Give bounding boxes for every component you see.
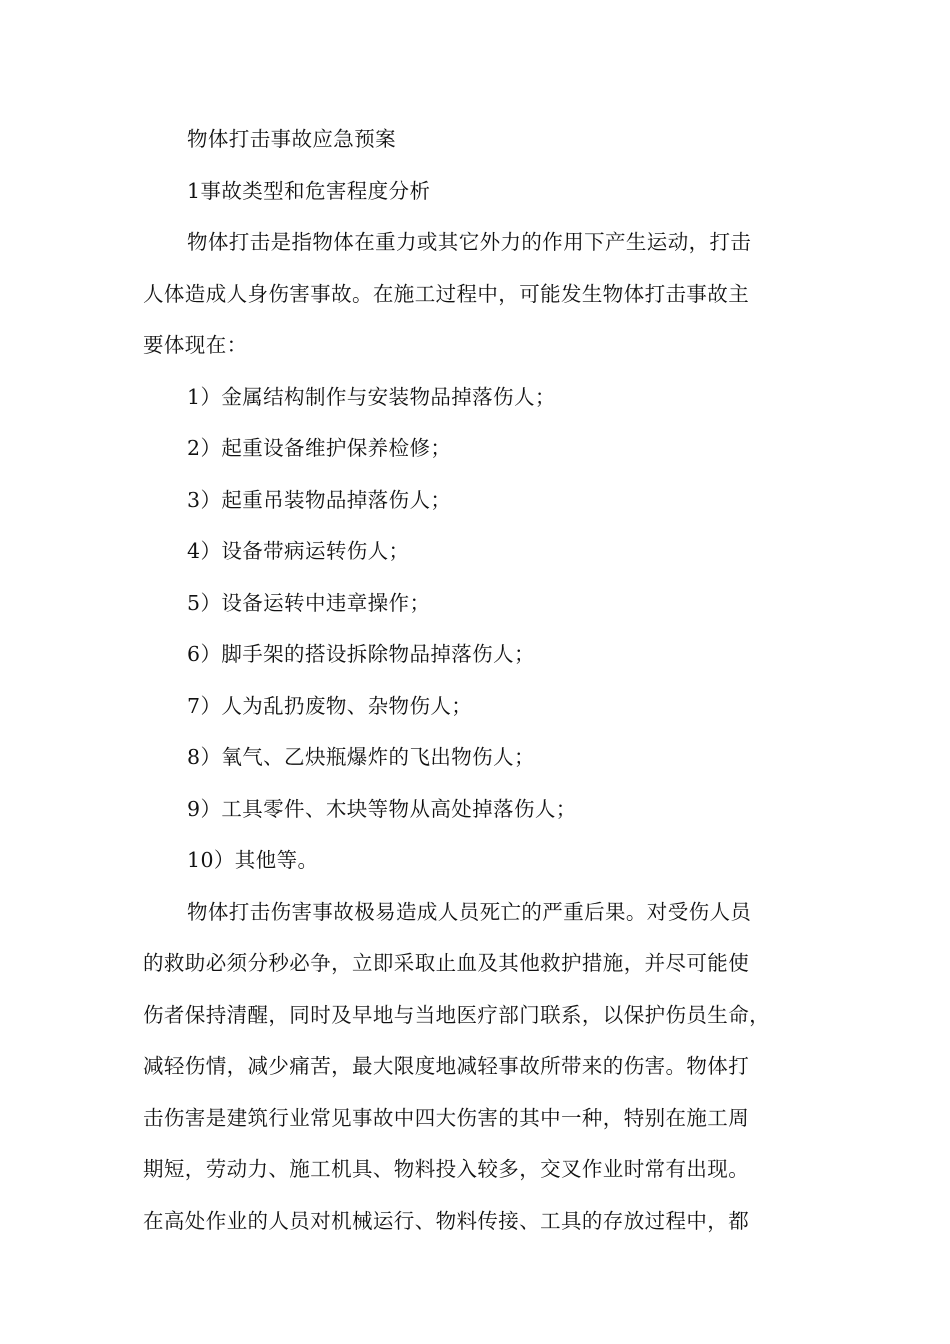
list-item: 9）工具零件、木块等物从高处掉落伤人； <box>187 796 577 821</box>
list-item: 4）设备带病运转伤人； <box>187 539 410 563</box>
list-item: 2）起重设备维护保养检修； <box>187 436 452 460</box>
list-item: 10）其他等。 <box>187 848 319 872</box>
paragraph-line: 减轻伤情，减少痛苦，最大限度地减轻事故所带来的伤害。物体打 <box>143 1054 750 1078</box>
paragraph-line: 击伤害是建筑行业常见事故中四大伤害的其中一种，特别在施工周 <box>143 1105 750 1130</box>
list-item: 1）金属结构制作与安装物品掉落伤人； <box>187 384 556 409</box>
paragraph-line: 伤者保持清醒，同时及早地与当地医疗部门联系，以保护伤员生命， <box>143 1002 770 1027</box>
closing-paragraph <box>143 887 803 1248</box>
list-item: 7）人为乱扔废物、杂物伤人； <box>187 693 473 718</box>
list-item: 5）设备运转中违章操作； <box>187 590 431 615</box>
document-title: 物体打击事故应急预案 <box>187 127 396 151</box>
hazard-list <box>143 372 803 887</box>
intro-paragraph <box>143 217 803 372</box>
list-item: 6）脚手架的搭设拆除物品掉落伤人； <box>187 642 535 666</box>
paragraph-line: 要体现在： <box>143 333 248 357</box>
paragraph-line: 物体打击伤害事故极易造成人员死亡的严重后果。对受伤人员 <box>187 899 752 924</box>
list-item: 8）氧气、乙炔瓶爆炸的飞出物伤人； <box>187 745 535 769</box>
section-heading: 1事故类型和危害程度分析 <box>187 178 431 203</box>
list-item: 3）起重吊装物品掉落伤人； <box>187 487 452 512</box>
paragraph-line: 的救助必须分秒必争，立即采取止血及其他救护措施，并尽可能使 <box>143 951 750 975</box>
paragraph-line: 物体打击是指物体在重力或其它外力的作用下产生运动，打击 <box>187 230 752 254</box>
paragraph-line: 期短，劳动力、施工机具、物料投入较多，交叉作业时常有出现。 <box>143 1157 750 1181</box>
document-body <box>143 114 803 1247</box>
paragraph-line: 在高处作业的人员对机械运行、物料传接、工具的存放过程中，都 <box>143 1208 750 1233</box>
paragraph-line: 人体造成人身伤害事故。在施工过程中，可能发生物体打击事故主 <box>143 281 750 306</box>
